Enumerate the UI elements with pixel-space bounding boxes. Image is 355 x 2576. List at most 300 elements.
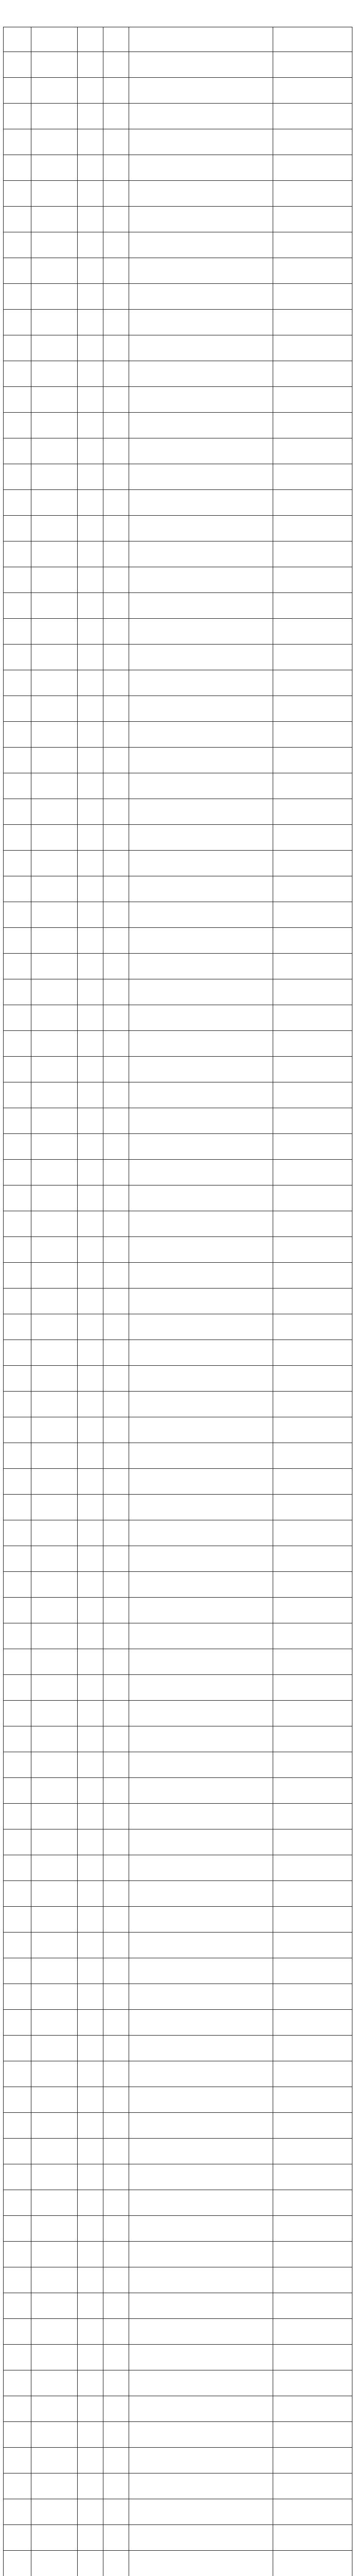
- cell-sex: [78, 2499, 103, 2525]
- cell-id-number: [129, 928, 273, 954]
- cell-count: [103, 670, 129, 696]
- cell-id-number: [129, 1701, 273, 1726]
- cell-name: [31, 773, 78, 799]
- cell-id-number: [129, 181, 273, 207]
- cell-sex: [78, 1289, 103, 1314]
- cell-count: [103, 851, 129, 876]
- cell-count: [103, 1598, 129, 1623]
- cell-name: [31, 2087, 78, 2113]
- cell-sex: [78, 1675, 103, 1701]
- cell-count: [103, 361, 129, 387]
- cell-sex: [78, 335, 103, 361]
- cell-sex: [78, 1726, 103, 1752]
- cell-note: [273, 104, 352, 129]
- cell-count: [103, 310, 129, 335]
- roster-table: [3, 27, 352, 2576]
- cell-id-number: [129, 361, 273, 387]
- table-row: [4, 2525, 352, 2551]
- cell-name: [31, 593, 78, 619]
- cell-name: [31, 2113, 78, 2139]
- cell-index: [4, 670, 31, 696]
- cell-note: [273, 2345, 352, 2370]
- cell-name: [31, 310, 78, 335]
- table-body: [4, 52, 352, 2576]
- cell-id-number: [129, 1211, 273, 1237]
- cell-name: [31, 1726, 78, 1752]
- cell-index: [4, 1469, 31, 1495]
- cell-count: [103, 2164, 129, 2190]
- cell-index: [4, 2036, 31, 2061]
- cell-sex: [78, 1031, 103, 1057]
- cell-count: [103, 1623, 129, 1649]
- cell-index: [4, 2087, 31, 2113]
- cell-sex: [78, 1752, 103, 1778]
- cell-index: [4, 387, 31, 413]
- cell-count: [103, 1752, 129, 1778]
- cell-name: [31, 1778, 78, 1804]
- cell-id-number: [129, 825, 273, 851]
- cell-index: [4, 2113, 31, 2139]
- cell-sex: [78, 2396, 103, 2422]
- table-row: [4, 1829, 352, 1855]
- cell-note: [273, 1958, 352, 1984]
- cell-id-number: [129, 1752, 273, 1778]
- cell-sex: [78, 541, 103, 567]
- cell-index: [4, 1443, 31, 1469]
- cell-name: [31, 1907, 78, 1933]
- table-row: [4, 2190, 352, 2216]
- cell-sex: [78, 1237, 103, 1263]
- cell-id-number: [129, 1134, 273, 1160]
- cell-index: [4, 1160, 31, 1185]
- cell-index: [4, 1907, 31, 1933]
- cell-count: [103, 207, 129, 232]
- table-row: [4, 1752, 352, 1778]
- cell-sex: [78, 2010, 103, 2036]
- table-row: [4, 722, 352, 748]
- cell-count: [103, 1572, 129, 1598]
- cell-note: [273, 232, 352, 258]
- cell-index: [4, 232, 31, 258]
- cell-name: [31, 1623, 78, 1649]
- cell-sex: [78, 1546, 103, 1572]
- table-row: [4, 1855, 352, 1881]
- cell-name: [31, 1520, 78, 1546]
- table-row: [4, 181, 352, 207]
- cell-note: [273, 490, 352, 516]
- cell-id-number: [129, 155, 273, 181]
- cell-sex: [78, 670, 103, 696]
- cell-note: [273, 1263, 352, 1289]
- cell-id-number: [129, 1546, 273, 1572]
- cell-note: [273, 619, 352, 645]
- table-row: [4, 645, 352, 670]
- cell-count: [103, 2190, 129, 2216]
- cell-id-number: [129, 1289, 273, 1314]
- cell-index: [4, 2216, 31, 2242]
- table-row: [4, 696, 352, 722]
- table-row: [4, 1108, 352, 1134]
- cell-count: [103, 1778, 129, 1804]
- cell-name: [31, 1933, 78, 1958]
- cell-id-number: [129, 722, 273, 748]
- cell-count: [103, 1546, 129, 1572]
- cell-sex: [78, 1778, 103, 1804]
- table-row: [4, 1984, 352, 2010]
- table-row: [4, 438, 352, 464]
- cell-count: [103, 1366, 129, 1392]
- cell-name: [31, 619, 78, 645]
- cell-count: [103, 1881, 129, 1907]
- cell-count: [103, 773, 129, 799]
- cell-name: [31, 851, 78, 876]
- cell-id-number: [129, 2190, 273, 2216]
- cell-count: [103, 1314, 129, 1340]
- cell-id-number: [129, 2551, 273, 2576]
- cell-id-number: [129, 1392, 273, 1417]
- table-row: [4, 1392, 352, 1417]
- cell-id-number: [129, 1958, 273, 1984]
- table-row: [4, 1160, 352, 1185]
- cell-name: [31, 413, 78, 438]
- cell-sex: [78, 2036, 103, 2061]
- cell-sex: [78, 232, 103, 258]
- cell-note: [273, 1134, 352, 1160]
- cell-index: [4, 1855, 31, 1881]
- cell-count: [103, 2525, 129, 2551]
- cell-name: [31, 2242, 78, 2267]
- cell-count: [103, 52, 129, 78]
- cell-count: [103, 1829, 129, 1855]
- cell-index: [4, 1340, 31, 1366]
- cell-id-number: [129, 1778, 273, 1804]
- cell-id-number: [129, 1185, 273, 1211]
- cell-sex: [78, 1701, 103, 1726]
- cell-name: [31, 1546, 78, 1572]
- table-row: [4, 490, 352, 516]
- cell-sex: [78, 361, 103, 387]
- cell-sex: [78, 129, 103, 155]
- cell-id-number: [129, 232, 273, 258]
- cell-name: [31, 490, 78, 516]
- cell-sex: [78, 696, 103, 722]
- cell-note: [273, 2190, 352, 2216]
- cell-note: [273, 78, 352, 104]
- table-row: [4, 567, 352, 593]
- cell-name: [31, 1005, 78, 1031]
- table-row: [4, 619, 352, 645]
- cell-count: [103, 748, 129, 773]
- cell-name: [31, 181, 78, 207]
- cell-name: [31, 954, 78, 979]
- table-row: [4, 2551, 352, 2576]
- cell-note: [273, 2370, 352, 2396]
- cell-count: [103, 335, 129, 361]
- cell-count: [103, 413, 129, 438]
- cell-index: [4, 207, 31, 232]
- cell-id-number: [129, 2139, 273, 2164]
- cell-sex: [78, 2061, 103, 2087]
- cell-id-number: [129, 1726, 273, 1752]
- table-row: [4, 1778, 352, 1804]
- cell-index: [4, 1366, 31, 1392]
- cell-sex: [78, 1082, 103, 1108]
- cell-name: [31, 129, 78, 155]
- cell-id-number: [129, 1495, 273, 1520]
- cell-name: [31, 2525, 78, 2551]
- cell-note: [273, 2396, 352, 2422]
- cell-count: [103, 464, 129, 490]
- cell-sex: [78, 387, 103, 413]
- cell-index: [4, 748, 31, 773]
- cell-id-number: [129, 1263, 273, 1289]
- cell-name: [31, 2061, 78, 2087]
- table-row: [4, 1675, 352, 1701]
- cell-count: [103, 78, 129, 104]
- cell-count: [103, 1340, 129, 1366]
- cell-index: [4, 1675, 31, 1701]
- cell-note: [273, 258, 352, 284]
- cell-id-number: [129, 2448, 273, 2473]
- table-row: [4, 2422, 352, 2448]
- cell-name: [31, 78, 78, 104]
- cell-name: [31, 2164, 78, 2190]
- table-row: [4, 2061, 352, 2087]
- cell-count: [103, 825, 129, 851]
- cell-count: [103, 722, 129, 748]
- cell-id-number: [129, 1881, 273, 1907]
- table-row: [4, 284, 352, 310]
- cell-index: [4, 2396, 31, 2422]
- cell-note: [273, 361, 352, 387]
- cell-sex: [78, 2448, 103, 2473]
- cell-count: [103, 2139, 129, 2164]
- cell-note: [273, 722, 352, 748]
- cell-name: [31, 1417, 78, 1443]
- table-row: [4, 876, 352, 902]
- cell-note: [273, 1082, 352, 1108]
- cell-sex: [78, 1211, 103, 1237]
- cell-id-number: [129, 1804, 273, 1829]
- cell-index: [4, 1057, 31, 1082]
- cell-index: [4, 516, 31, 541]
- cell-index: [4, 2319, 31, 2345]
- cell-name: [31, 876, 78, 902]
- cell-id-number: [129, 387, 273, 413]
- cell-id-number: [129, 979, 273, 1005]
- table-row: [4, 670, 352, 696]
- cell-count: [103, 1005, 129, 1031]
- cell-sex: [78, 2319, 103, 2345]
- cell-sex: [78, 284, 103, 310]
- header-id-number: [129, 27, 273, 52]
- cell-id-number: [129, 1933, 273, 1958]
- cell-sex: [78, 876, 103, 902]
- table-row: [4, 1520, 352, 1546]
- cell-name: [31, 1057, 78, 1082]
- table-row: [4, 851, 352, 876]
- table-row: [4, 1649, 352, 1675]
- cell-id-number: [129, 52, 273, 78]
- cell-index: [4, 567, 31, 593]
- cell-id-number: [129, 335, 273, 361]
- cell-count: [103, 1804, 129, 1829]
- cell-note: [273, 1237, 352, 1263]
- cell-count: [103, 1701, 129, 1726]
- cell-id-number: [129, 1417, 273, 1443]
- cell-note: [273, 2036, 352, 2061]
- cell-index: [4, 1495, 31, 1520]
- cell-count: [103, 928, 129, 954]
- cell-sex: [78, 1469, 103, 1495]
- table-row: [4, 1495, 352, 1520]
- cell-sex: [78, 104, 103, 129]
- cell-note: [273, 2499, 352, 2525]
- cell-count: [103, 1675, 129, 1701]
- table-row: [4, 748, 352, 773]
- cell-sex: [78, 1829, 103, 1855]
- cell-id-number: [129, 876, 273, 902]
- cell-count: [103, 2448, 129, 2473]
- cell-count: [103, 104, 129, 129]
- cell-sex: [78, 2113, 103, 2139]
- table-row: [4, 2499, 352, 2525]
- cell-index: [4, 155, 31, 181]
- cell-note: [273, 1211, 352, 1237]
- cell-note: [273, 748, 352, 773]
- cell-id-number: [129, 1005, 273, 1031]
- cell-count: [103, 1958, 129, 1984]
- cell-index: [4, 722, 31, 748]
- cell-count: [103, 1726, 129, 1752]
- cell-sex: [78, 1958, 103, 1984]
- table-row: [4, 825, 352, 851]
- cell-count: [103, 2061, 129, 2087]
- cell-id-number: [129, 1520, 273, 1546]
- cell-name: [31, 696, 78, 722]
- cell-index: [4, 773, 31, 799]
- cell-index: [4, 413, 31, 438]
- cell-count: [103, 799, 129, 825]
- cell-sex: [78, 181, 103, 207]
- cell-note: [273, 696, 352, 722]
- cell-note: [273, 799, 352, 825]
- cell-count: [103, 155, 129, 181]
- cell-index: [4, 1958, 31, 1984]
- cell-note: [273, 2473, 352, 2499]
- cell-name: [31, 1366, 78, 1392]
- cell-note: [273, 928, 352, 954]
- table-row: [4, 593, 352, 619]
- cell-count: [103, 1392, 129, 1417]
- cell-note: [273, 2267, 352, 2293]
- cell-note: [273, 516, 352, 541]
- cell-count: [103, 593, 129, 619]
- cell-count: [103, 1469, 129, 1495]
- cell-name: [31, 1958, 78, 1984]
- cell-sex: [78, 155, 103, 181]
- cell-sex: [78, 1623, 103, 1649]
- cell-note: [273, 1675, 352, 1701]
- cell-name: [31, 2216, 78, 2242]
- table-row: [4, 2113, 352, 2139]
- document-title: [3, 0, 352, 27]
- cell-sex: [78, 928, 103, 954]
- cell-index: [4, 129, 31, 155]
- cell-note: [273, 155, 352, 181]
- cell-index: [4, 825, 31, 851]
- cell-sex: [78, 1804, 103, 1829]
- cell-name: [31, 2370, 78, 2396]
- cell-id-number: [129, 2267, 273, 2293]
- cell-sex: [78, 1572, 103, 1598]
- cell-id-number: [129, 2010, 273, 2036]
- cell-name: [31, 1855, 78, 1881]
- cell-sex: [78, 645, 103, 670]
- cell-index: [4, 464, 31, 490]
- cell-count: [103, 2422, 129, 2448]
- cell-note: [273, 284, 352, 310]
- cell-name: [31, 284, 78, 310]
- cell-sex: [78, 1443, 103, 1469]
- table-row: [4, 1572, 352, 1598]
- cell-id-number: [129, 490, 273, 516]
- cell-note: [273, 541, 352, 567]
- cell-count: [103, 2216, 129, 2242]
- cell-name: [31, 722, 78, 748]
- cell-sex: [78, 825, 103, 851]
- cell-count: [103, 1933, 129, 1958]
- cell-count: [103, 1108, 129, 1134]
- cell-count: [103, 2242, 129, 2267]
- cell-index: [4, 1829, 31, 1855]
- cell-note: [273, 52, 352, 78]
- cell-note: [273, 129, 352, 155]
- cell-count: [103, 258, 129, 284]
- cell-note: [273, 2164, 352, 2190]
- cell-index: [4, 1572, 31, 1598]
- cell-index: [4, 2473, 31, 2499]
- cell-name: [31, 1263, 78, 1289]
- cell-note: [273, 1108, 352, 1134]
- table-row: [4, 387, 352, 413]
- cell-count: [103, 1134, 129, 1160]
- cell-name: [31, 361, 78, 387]
- cell-index: [4, 2551, 31, 2576]
- cell-count: [103, 2473, 129, 2499]
- table-header-row: [4, 27, 352, 52]
- cell-count: [103, 2499, 129, 2525]
- cell-sex: [78, 2345, 103, 2370]
- cell-id-number: [129, 1340, 273, 1366]
- cell-note: [273, 954, 352, 979]
- cell-index: [4, 1546, 31, 1572]
- cell-name: [31, 1443, 78, 1469]
- cell-index: [4, 1263, 31, 1289]
- cell-sex: [78, 1160, 103, 1185]
- cell-sex: [78, 2525, 103, 2551]
- table-row: [4, 2087, 352, 2113]
- cell-sex: [78, 1984, 103, 2010]
- cell-note: [273, 335, 352, 361]
- cell-id-number: [129, 207, 273, 232]
- table-row: [4, 155, 352, 181]
- cell-count: [103, 1520, 129, 1546]
- cell-index: [4, 954, 31, 979]
- cell-id-number: [129, 696, 273, 722]
- cell-note: [273, 825, 352, 851]
- cell-index: [4, 2370, 31, 2396]
